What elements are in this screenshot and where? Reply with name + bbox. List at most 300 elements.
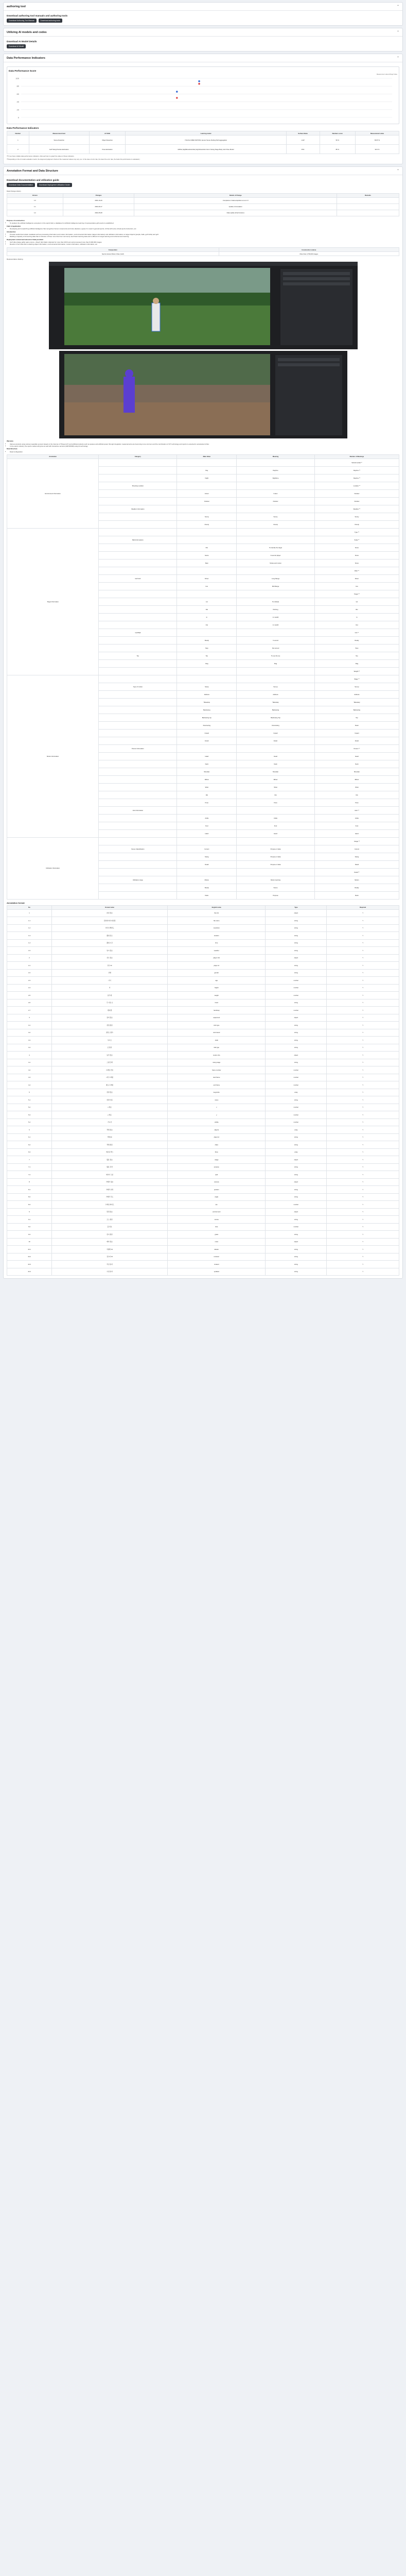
table-cell: object bbox=[266, 1052, 327, 1059]
table-cell: Neck bbox=[177, 760, 237, 768]
chart-point[interactable] bbox=[198, 80, 200, 82]
chevron-up-icon[interactable]: ⌃ bbox=[396, 5, 399, 8]
table-cell: Outdoor bbox=[177, 497, 237, 505]
annotation-section bbox=[3, 166, 403, 1279]
table-cell: 6-3 bbox=[7, 1148, 52, 1156]
table-cell: 86 % bbox=[320, 145, 356, 154]
table-cell: 6 bbox=[7, 1126, 52, 1134]
table-cell: 10 bbox=[7, 1238, 52, 1246]
chart-point[interactable] bbox=[176, 91, 178, 93]
table-cell: 카메라 정보 bbox=[52, 1178, 168, 1186]
table-cell: To indicate bbox=[237, 598, 315, 605]
table-cell: 1 bbox=[7, 909, 52, 917]
table-cell: 2-1 bbox=[7, 962, 52, 970]
table-cell: Ankle bbox=[314, 814, 399, 822]
table-cell: Wrist bbox=[237, 783, 315, 791]
table-cell: Info ** bbox=[314, 629, 399, 636]
table-cell: Outdoor bbox=[237, 497, 315, 505]
field-title: Field of application bbox=[7, 225, 21, 227]
table-row bbox=[7, 1133, 399, 1141]
column-header: Measurement item bbox=[29, 131, 89, 135]
table-cell: 4-2 bbox=[7, 1066, 52, 1074]
section-header[interactable] bbox=[4, 28, 402, 37]
table-cell: 장비 정보 bbox=[52, 1014, 168, 1022]
table-cell: Correct bbox=[314, 845, 399, 853]
section-header[interactable] bbox=[4, 167, 402, 175]
table-cell: Ready bbox=[177, 636, 237, 644]
table-cell: Par bbox=[177, 544, 237, 551]
table-cell: Not scored bbox=[237, 644, 315, 652]
table-cell: 핸디캡 bbox=[52, 1007, 168, 1014]
table-cell: hand bbox=[168, 999, 266, 1007]
table-cell: Hand bbox=[237, 829, 315, 837]
table-cell bbox=[99, 837, 177, 845]
table-row bbox=[7, 197, 399, 204]
table-cell: Swing bbox=[314, 853, 399, 860]
table-cell: 종료 프레임 bbox=[52, 1081, 168, 1089]
chevron-up-icon[interactable]: ⌃ bbox=[396, 31, 399, 34]
table-cell: 카메라 위치 bbox=[52, 1186, 168, 1194]
table-cell: In bbox=[314, 613, 399, 621]
table-cell: Cloudy bbox=[237, 520, 315, 528]
table-cell: Down bbox=[314, 721, 399, 729]
table-cell: Purpose of data bbox=[237, 860, 315, 868]
table-cell: 9-3 bbox=[7, 1231, 52, 1239]
table-cell: split bbox=[168, 1171, 266, 1179]
table-cell bbox=[99, 598, 177, 605]
table-cell bbox=[99, 613, 177, 621]
table-cell bbox=[237, 567, 315, 574]
table-cell: Motion bbox=[314, 876, 399, 884]
table-cell: number bbox=[266, 1074, 327, 1081]
table-cell: Weather Information bbox=[99, 505, 177, 513]
table-cell: Shooting Location bbox=[99, 482, 177, 489]
table-cell: Knee bbox=[237, 799, 315, 806]
table-cell: Foot bbox=[177, 822, 237, 829]
table-row bbox=[7, 1156, 399, 1164]
table-cell: string bbox=[266, 1246, 327, 1253]
table-cell: Impact bbox=[314, 729, 399, 737]
download-tools-button[interactable]: Download authoring tools bbox=[39, 19, 62, 23]
table-cell: Neck bbox=[237, 760, 315, 768]
table-cell: 주 사용 손 bbox=[52, 999, 168, 1007]
table-cell: 활용 목적 bbox=[52, 1163, 168, 1171]
table-cell: Wrist bbox=[314, 783, 399, 791]
table-cell: 수정 일자 bbox=[52, 1268, 168, 1276]
table-cell: Tee bbox=[99, 652, 177, 659]
table-cell: Y bbox=[327, 1201, 399, 1209]
table-cell: string bbox=[266, 917, 327, 925]
table-cell bbox=[177, 744, 237, 752]
table-cell: 1-3 bbox=[7, 932, 52, 940]
table-cell: weight bbox=[168, 992, 266, 999]
table-cell: Outdoor bbox=[314, 489, 399, 497]
table-cell: Hand bbox=[177, 829, 237, 837]
table-cell: Weight ** bbox=[314, 667, 399, 675]
table-cell: number bbox=[266, 977, 327, 985]
table-cell: Y bbox=[327, 1044, 399, 1052]
table-row bbox=[7, 924, 399, 932]
performance-section bbox=[3, 54, 403, 164]
table-cell: Y bbox=[327, 1171, 399, 1179]
table-cell: Y bbox=[327, 932, 399, 940]
table-cell: Foot bbox=[237, 822, 315, 829]
authoring-tool-section bbox=[3, 2, 403, 26]
table-row bbox=[7, 1014, 399, 1022]
table-cell: Indoor bbox=[237, 489, 315, 497]
table-cell: 65.87 % bbox=[356, 135, 399, 145]
table-row bbox=[7, 675, 399, 683]
table-cell: Knee bbox=[314, 799, 399, 806]
ai-model-section bbox=[3, 28, 403, 52]
table-cell: PCK bbox=[286, 145, 320, 154]
history-label: Data Change History bbox=[7, 190, 21, 192]
table-cell: Finish bbox=[177, 737, 237, 744]
table-cell: Score bbox=[314, 559, 399, 567]
table-cell: Y bbox=[327, 1126, 399, 1134]
table-cell: Pitching bbox=[237, 605, 315, 613]
table-cell: file info bbox=[168, 909, 266, 917]
table-cell: Address bbox=[314, 690, 399, 698]
table-cell: object bbox=[266, 1238, 327, 1246]
table-cell: 선수 정보 bbox=[52, 954, 168, 962]
table-cell: 환경 정보 bbox=[52, 1208, 168, 1216]
table-cell: Y bbox=[327, 1216, 399, 1224]
table-cell: Y bbox=[327, 939, 399, 947]
table-cell: Cloudy bbox=[177, 520, 237, 528]
table-cell: 4-4 bbox=[7, 1081, 52, 1089]
table-row bbox=[7, 999, 399, 1007]
purpose-title: Purpose of construction bbox=[7, 219, 25, 222]
table-cell: 3-4 bbox=[7, 1044, 52, 1052]
format-table bbox=[7, 905, 399, 1276]
table-cell: Y bbox=[327, 1104, 399, 1111]
table-cell: Long Range bbox=[237, 574, 315, 582]
config-label: • Data Configuration bbox=[10, 451, 399, 453]
table-cell: Y bbox=[327, 999, 399, 1007]
table-cell bbox=[99, 737, 177, 744]
table-cell bbox=[337, 197, 399, 204]
table-cell: y bbox=[168, 1111, 266, 1119]
table-cell: location bbox=[168, 932, 266, 940]
table-cell bbox=[99, 497, 177, 505]
table-cell: Nighttime bbox=[237, 474, 315, 482]
table-cell: Y bbox=[327, 1148, 399, 1156]
table-cell: Data update (Final Version) bbox=[134, 210, 337, 216]
intro-title: Introduction bbox=[7, 230, 16, 233]
table-cell bbox=[237, 482, 315, 489]
download-ai-model-button[interactable]: Download AI Model bbox=[7, 44, 26, 48]
table-cell: Scale ** bbox=[314, 536, 399, 544]
table-cell: 6-2 bbox=[7, 1141, 52, 1149]
table-cell: Backswing bbox=[314, 706, 399, 714]
table-cell bbox=[99, 799, 177, 806]
table-cell: Address bbox=[177, 690, 237, 698]
table-cell: Takeaway bbox=[314, 698, 399, 706]
table-cell: RH bbox=[177, 605, 237, 613]
table-cell: number bbox=[266, 1007, 327, 1014]
table-cell: Y bbox=[327, 1133, 399, 1141]
table-cell: 8 bbox=[7, 1178, 52, 1186]
table-cell: 프레임 레이트 bbox=[52, 1201, 168, 1209]
table-row bbox=[7, 1044, 399, 1052]
section-heading: Download AI Model Details bbox=[7, 40, 37, 43]
column-header: AI TASK bbox=[89, 131, 125, 135]
table-cell: Y bbox=[327, 1156, 399, 1164]
chart-legend: Measurement value ■ Target Value bbox=[376, 74, 397, 75]
table-cell bbox=[177, 459, 237, 466]
table-cell: Driver bbox=[177, 574, 237, 582]
table-cell: Y bbox=[327, 1186, 399, 1194]
table-row bbox=[7, 1246, 399, 1253]
table-cell bbox=[177, 868, 237, 876]
table-cell: 3 bbox=[7, 1014, 52, 1022]
format-label: Annotation format bbox=[7, 901, 25, 904]
table-cell: Stage ** bbox=[314, 675, 399, 683]
table-cell bbox=[237, 629, 315, 636]
download-guide-button[interactable]: Download Deployment Utilization Guide bbox=[37, 183, 72, 187]
table-cell: object bbox=[266, 1014, 327, 1022]
table-cell: Flag bbox=[177, 659, 237, 667]
table-cell: Iron bbox=[177, 582, 237, 590]
section-header[interactable] bbox=[4, 3, 402, 11]
table-cell: Finish bbox=[314, 737, 399, 744]
table-cell bbox=[337, 204, 399, 210]
table-cell: number bbox=[266, 984, 327, 992]
column-header: Details of Change bbox=[134, 193, 337, 197]
volume-cell: More than 2,700,000 images bbox=[219, 252, 399, 256]
table-cell: string bbox=[266, 1171, 327, 1179]
table-cell: 3-1 bbox=[7, 1022, 52, 1029]
table-cell bbox=[99, 675, 177, 683]
table-cell: Golf Swing Posture Estimation bbox=[29, 145, 89, 154]
table-cell bbox=[99, 791, 177, 799]
table-cell: Neck bbox=[314, 760, 399, 768]
column-header: Number bbox=[7, 131, 29, 135]
table-cell bbox=[99, 567, 177, 574]
table-cell: Scene Detection bbox=[29, 135, 89, 145]
table-cell: Indoor bbox=[177, 489, 237, 497]
table-cell: number bbox=[266, 992, 327, 999]
table-cell: Purpose of data bbox=[237, 853, 315, 860]
table-cell: 선수 ID bbox=[52, 962, 168, 970]
table-cell: Ankle bbox=[177, 814, 237, 822]
table-cell: Y bbox=[327, 1231, 399, 1239]
table-cell: Hip bbox=[177, 791, 237, 799]
table-cell: 카메라 각도 bbox=[52, 1193, 168, 1201]
table-cell: Scene Classification bbox=[99, 845, 177, 853]
section-title: authoring tool bbox=[7, 5, 26, 8]
column-header: Main Value bbox=[177, 454, 237, 459]
table-cell: Downswing bbox=[177, 721, 237, 729]
table-cell bbox=[99, 582, 177, 590]
table-cell bbox=[237, 667, 315, 675]
table-cell: name bbox=[168, 1096, 266, 1104]
chevron-up-icon[interactable]: ⌃ bbox=[396, 57, 399, 60]
table-cell: In mid-lift bbox=[237, 613, 315, 621]
table-cell: 2-4 bbox=[7, 984, 52, 992]
table-cell: Address bbox=[237, 690, 315, 698]
table-cell: Target ** bbox=[314, 590, 399, 598]
table-cell: objects bbox=[168, 1126, 266, 1134]
table-cell bbox=[99, 636, 177, 644]
field-text: • Developing and researching artificial intelligence that recognizes human movements and rules (features, types) It is used in general sports, AI that will revive virtual sports instructors, etc. bbox=[10, 228, 399, 230]
table-cell: Flag bbox=[314, 659, 399, 667]
table-cell: Daytime ** bbox=[314, 466, 399, 474]
table-cell: Person Information bbox=[99, 744, 177, 752]
table-cell bbox=[99, 829, 177, 837]
table-row bbox=[7, 917, 399, 925]
table-cell: Outdoor bbox=[314, 497, 399, 505]
table-row bbox=[7, 954, 399, 962]
representative-image-1 bbox=[49, 262, 358, 349]
group-cell: Target Information bbox=[7, 528, 99, 675]
chart-point[interactable] bbox=[176, 97, 178, 99]
table-cell: player info bbox=[168, 954, 266, 962]
table-cell: Shoulder bbox=[237, 768, 315, 775]
table-cell: 2 bbox=[7, 145, 29, 154]
table-cell: Score bbox=[314, 551, 399, 559]
table-cell: Driver bbox=[314, 574, 399, 582]
table-row bbox=[7, 210, 399, 216]
table-cell: 클럽 종류 bbox=[52, 1022, 168, 1029]
table-cell: 촬영 장소 bbox=[52, 932, 168, 940]
table-row bbox=[7, 962, 399, 970]
table-cell: 이미지 해상도 bbox=[52, 924, 168, 932]
y-tick-label: 0 bbox=[17, 116, 19, 119]
table-cell: x bbox=[168, 1104, 266, 1111]
table-cell: file name bbox=[168, 917, 266, 925]
structure-label: Data Structure bbox=[7, 448, 17, 450]
table-cell: Motion bbox=[177, 876, 237, 884]
table-cell: Joint ** bbox=[314, 806, 399, 814]
table-cell: object bbox=[266, 1178, 327, 1186]
section-header[interactable] bbox=[4, 54, 402, 62]
download-manual-button[interactable]: Download Authoring Tool Manual bbox=[7, 19, 37, 23]
table-cell: position bbox=[168, 1186, 266, 1194]
section-title: Data Performance Indicators bbox=[7, 56, 45, 60]
table-cell bbox=[99, 559, 177, 567]
composition-header: Composition bbox=[7, 248, 219, 252]
performance-chart bbox=[9, 75, 402, 122]
column-header: Version bbox=[7, 193, 63, 197]
table-cell bbox=[99, 706, 177, 714]
table-cell: height bbox=[168, 984, 266, 992]
table-cell: gender bbox=[168, 969, 266, 977]
table-cell: Head bbox=[237, 752, 315, 760]
table-cell: frame number bbox=[168, 1066, 266, 1074]
table-cell: string bbox=[266, 939, 327, 947]
table-cell bbox=[177, 675, 237, 683]
table-cell: number bbox=[266, 1066, 327, 1074]
table-cell: 공 종류 bbox=[52, 1044, 168, 1052]
chart-point[interactable] bbox=[198, 83, 200, 85]
deployment-item: • Golf video (large golfer game scene + bleed' (kini blast) collected for more than 400 hours and processed more than 8,300,000 images. bbox=[10, 241, 399, 243]
table-cell: 1-2 bbox=[7, 924, 52, 932]
table-cell: 가시성 bbox=[52, 1118, 168, 1126]
table-cell: 2021-09-17 bbox=[63, 204, 134, 210]
table-cell: Pose Estimation bbox=[89, 145, 125, 154]
table-cell: 1-5 bbox=[7, 947, 52, 955]
table-cell: 4-1 bbox=[7, 1059, 52, 1066]
table-cell: swing stage bbox=[168, 1059, 266, 1066]
table-cell: Type ** bbox=[314, 528, 399, 536]
table-cell: Daytime bbox=[237, 466, 315, 474]
table-cell bbox=[99, 544, 177, 551]
table-cell: 5-1 bbox=[7, 1096, 52, 1104]
table-cell bbox=[237, 837, 315, 845]
table-row bbox=[7, 1253, 399, 1261]
table-cell: Y bbox=[327, 962, 399, 970]
table-cell: 6-1 bbox=[7, 1133, 52, 1141]
table-cell: 1 bbox=[7, 135, 29, 145]
note-2: ※ Depending on the AI model evaluation metric, the target and judgment criteria of the measured values may vary. (ex. In the case of error rate, the lower the error rate, the better the performance is evaluated.) bbox=[7, 158, 140, 160]
table-row bbox=[7, 1178, 399, 1186]
table-cell: A second player bbox=[237, 551, 315, 559]
performance-table bbox=[7, 131, 399, 154]
table-row bbox=[7, 1074, 399, 1081]
table-cell: angle bbox=[168, 1193, 266, 1201]
table-cell: Completion of data acquisition at ver.1.0 bbox=[134, 197, 337, 204]
warranty-item: • In the sports industry, the sports market will grow as well with interactive services (AR/VR/MR) using AI technology. bbox=[10, 445, 399, 447]
table-row bbox=[7, 1261, 399, 1268]
table-cell: 원천데이터 파일명 bbox=[52, 917, 168, 925]
table-cell: Y bbox=[327, 1208, 399, 1216]
table-cell: In bbox=[177, 613, 237, 621]
table-cell: Motion learning bbox=[237, 876, 315, 884]
table-cell: array bbox=[266, 1148, 327, 1156]
table-cell bbox=[99, 621, 177, 629]
table-cell: 5-2 bbox=[7, 1104, 52, 1111]
table-cell: string bbox=[266, 1268, 327, 1276]
table-cell: Person ** bbox=[314, 744, 399, 752]
representative-image-2 bbox=[59, 351, 347, 438]
table-cell: camera bbox=[168, 1178, 266, 1186]
table-cell: Y bbox=[327, 969, 399, 977]
table-cell: Shoulder bbox=[314, 768, 399, 775]
table-cell: Y bbox=[327, 1268, 399, 1276]
table-cell: Daytime ** bbox=[314, 474, 399, 482]
table-cell: Elbow bbox=[314, 775, 399, 783]
deployment-title: Deployment content and amount of data provided bbox=[7, 238, 43, 241]
table-cell: x 좌표 bbox=[52, 1104, 168, 1111]
table-cell: Wrist bbox=[177, 783, 237, 791]
group-cell: Environment Information bbox=[7, 459, 99, 528]
table-cell: Y bbox=[327, 1059, 399, 1066]
table-cell: Scene bbox=[237, 884, 315, 891]
table-cell: Ready bbox=[314, 636, 399, 644]
table-cell: object bbox=[266, 954, 327, 962]
table-cell bbox=[99, 822, 177, 829]
download-doc-button[interactable]: Download Data Documentation bbox=[7, 183, 35, 187]
table-cell: fps bbox=[168, 1201, 266, 1209]
table-cell: 촬영 시간 bbox=[52, 939, 168, 947]
table-cell: Set-up bbox=[314, 683, 399, 690]
table-cell: 2021-10-29 bbox=[63, 197, 134, 204]
table-cell: Hip bbox=[314, 791, 399, 799]
table-cell bbox=[237, 459, 315, 466]
table-cell bbox=[99, 721, 177, 729]
table-cell bbox=[99, 659, 177, 667]
table-row bbox=[7, 1223, 399, 1231]
table-cell: LH bbox=[177, 598, 237, 605]
chevron-up-icon[interactable]: ⌃ bbox=[396, 170, 399, 173]
table-cell: 시작 프레임 bbox=[52, 1074, 168, 1081]
table-row bbox=[7, 947, 399, 955]
table-cell: Hand bbox=[314, 829, 399, 837]
table-cell: Stop bbox=[177, 644, 237, 652]
table-cell: Ankle bbox=[237, 814, 315, 822]
